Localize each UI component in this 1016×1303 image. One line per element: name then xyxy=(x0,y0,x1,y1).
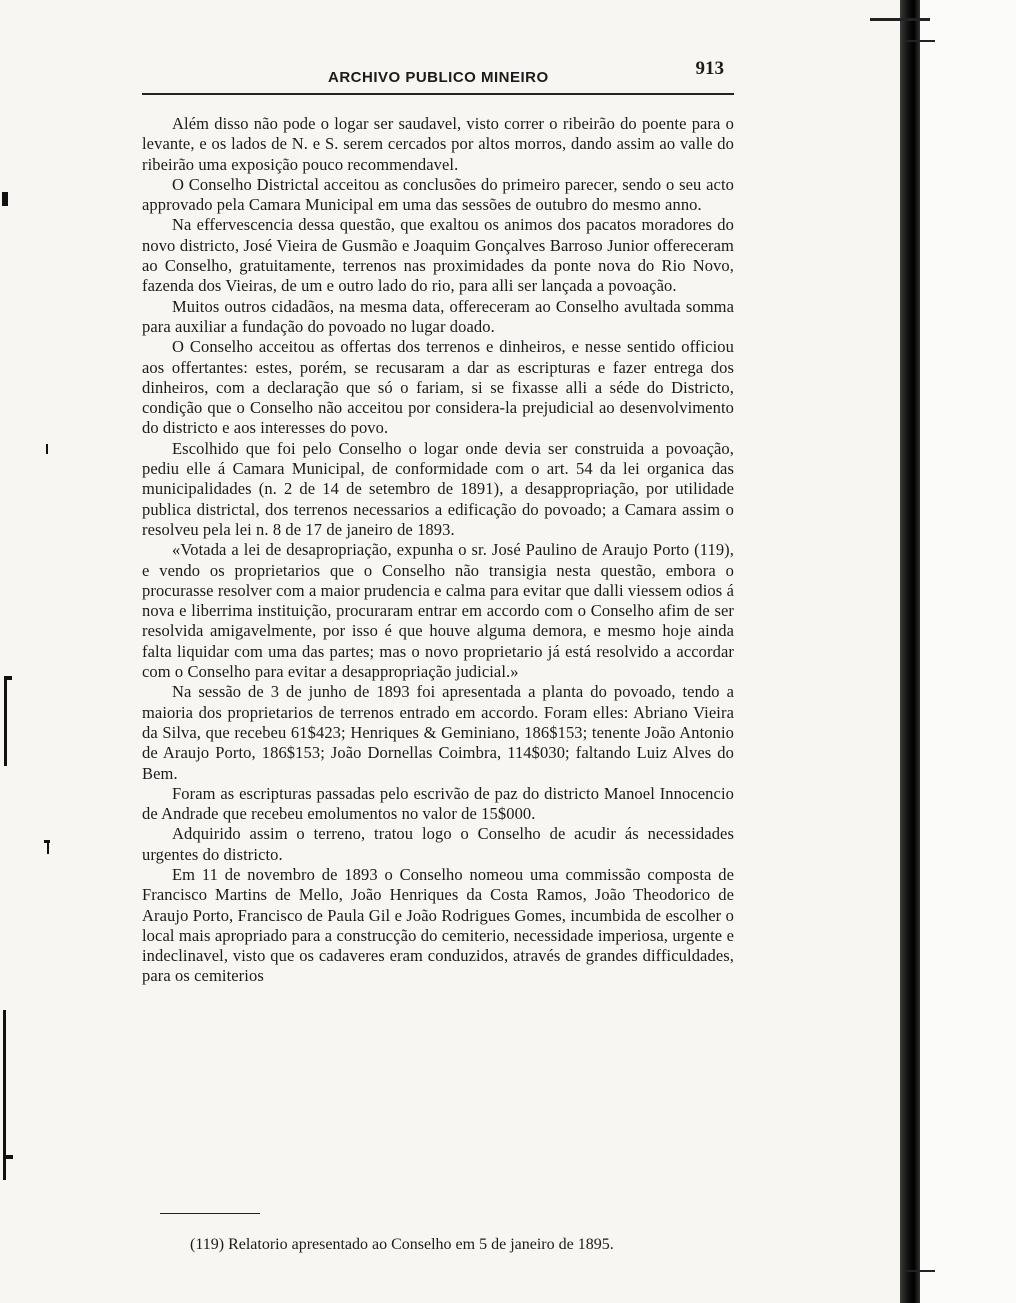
footnote-rule xyxy=(160,1213,260,1214)
paragraph: Adquirido assim o terreno, tratou logo o Conselho de acudir ás necessidades urgentes do districto. xyxy=(142,824,734,864)
paragraph: Na sessão de 3 de junho de 1893 foi apresentada a planta do povoado, tendo a maioria dos proprietarios de terrenos entrado em accordo. Foram elles: Abriano Vieira da Silva, que recebeu 61$423; Henriques & Geminiano, 186$153; tenente João Antonio de Araujo Porto, 186$153; João Dornellas Coimbra, 114$030; faltando Luiz Alves do Bem. xyxy=(142,682,734,783)
running-head: ARCHIVO PUBLICO MINEIRO xyxy=(328,69,549,86)
paragraph: Muitos outros cidadãos, na mesma data, offereceram ao Conselho avultada somma para auxiliar a fundação do povoado no lugar doado. xyxy=(142,296,734,336)
paragraph: O Conselho Districtal acceitou as conclusões do primeiro parecer, sendo o seu acto approvado pela Camara Municipal em uma das sessões de outubro do mesmo anno. xyxy=(142,174,734,215)
margin-mark xyxy=(4,676,7,766)
paragraph: Escolhido que foi pelo Conselho o logar onde devia ser construida a povoação, pediu elle á Camara Municipal, de conformidade com o art. 54 da lei organica das municipalidades (n. 2 de 14 de setembro de 1891), a desappropriação, por utilidade publica districtal, dos terrenos necessarios a edificação do povoado; a Camara assim o resolveu pela lei n. 8 de 17 de janeiro de 1893. xyxy=(142,438,734,539)
body-text xyxy=(142,114,734,987)
edge-tab-mark xyxy=(905,1270,935,1272)
edge-tab-mark xyxy=(870,18,930,21)
margin-mark xyxy=(46,444,48,454)
paragraph: Na effervescencia dessa questão, que exaltou os animos dos pacatos moradores do novo districto, José Vieira de Gusmão e Joaquim Gonçalves Barroso Junior offereceram ao Conselho, gratuitamente, terrenos nas proximidades da ponte nova do Rio Novo, fazenda dos Vieiras, de um e outro lado do rio, para alli ser lançada a povoação. xyxy=(142,215,734,296)
margin-mark xyxy=(47,840,49,854)
margin-mark xyxy=(2,192,8,206)
edge-tab-mark xyxy=(905,40,935,42)
header-rule xyxy=(142,93,734,95)
page-header xyxy=(142,58,732,88)
page-number: 913 xyxy=(695,58,724,79)
binding-shadow xyxy=(900,0,920,1303)
paragraph: Foram as escripturas passadas pelo escrivão de paz do districto Manoel Innocencio de Andrade que recebeu emolumentos no valor de 15$000. xyxy=(142,783,734,824)
paragraph: Em 11 de novembro de 1893 o Conselho nomeou uma commissão composta de Francisco Martins de Mello, João Henriques da Costa Ramos, João Theodorico de Araujo Porto, Francisco de Paula Gil e João Rodrigues Gomes, incumbida de escolher o local mais apropriado para a construcção do cemiterio, necessidade imperiosa, urgente e indeclinavel, visto que os cadaveres eram conduzidos, através de grandes difficuldades, para os cemiterios xyxy=(142,864,734,986)
footnote: (119) Relatorio apresentado ao Conselho em 5 de janeiro de 1895. xyxy=(190,1236,614,1253)
margin-mark xyxy=(3,1155,13,1159)
paragraph: O Conselho acceitou as offertas dos terrenos e dinheiros, e nesse sentido officiou aos offertantes: estes, porém, se recusaram a dar as escripturas e fazer entrega dos dinheiros, com a declaração que só o fariam, si se fixasse alli a séde do Districto, condição que o Conselho não acceitou por considera-la prejudicial ao desenvolvimento do districto e aos interesses do povo. xyxy=(142,337,734,438)
paragraph: «Votada a lei de desapropriação, expunha o sr. José Paulino de Araujo Porto (119), e vendo os proprietarios que o Conselho não transigia nesta questão, embora o procurasse resolver com a maior prudencia e calma para evitar que dalli viessem odios á nova e liberrima instituição, procuraram entrar em accordo com o Conselho afim de ser resolvida amigavelmente, por isso é que houve alguma demora, e mesmo hoje ainda falta liquidar com uma das partes; mas o novo proprietario já está resolvido a accordar com o Conselho para evitar a desappropriação judicial.» xyxy=(142,540,734,682)
paragraph: Além disso não pode o logar ser saudavel, visto correr o ribeirão do poente para o levante, e os lados de N. e S. serem cercados por altos morros, dando assim ao valle do ribeirão uma exposição pouco recommendavel. xyxy=(142,114,734,174)
adjacent-page-edge xyxy=(920,0,1016,1303)
